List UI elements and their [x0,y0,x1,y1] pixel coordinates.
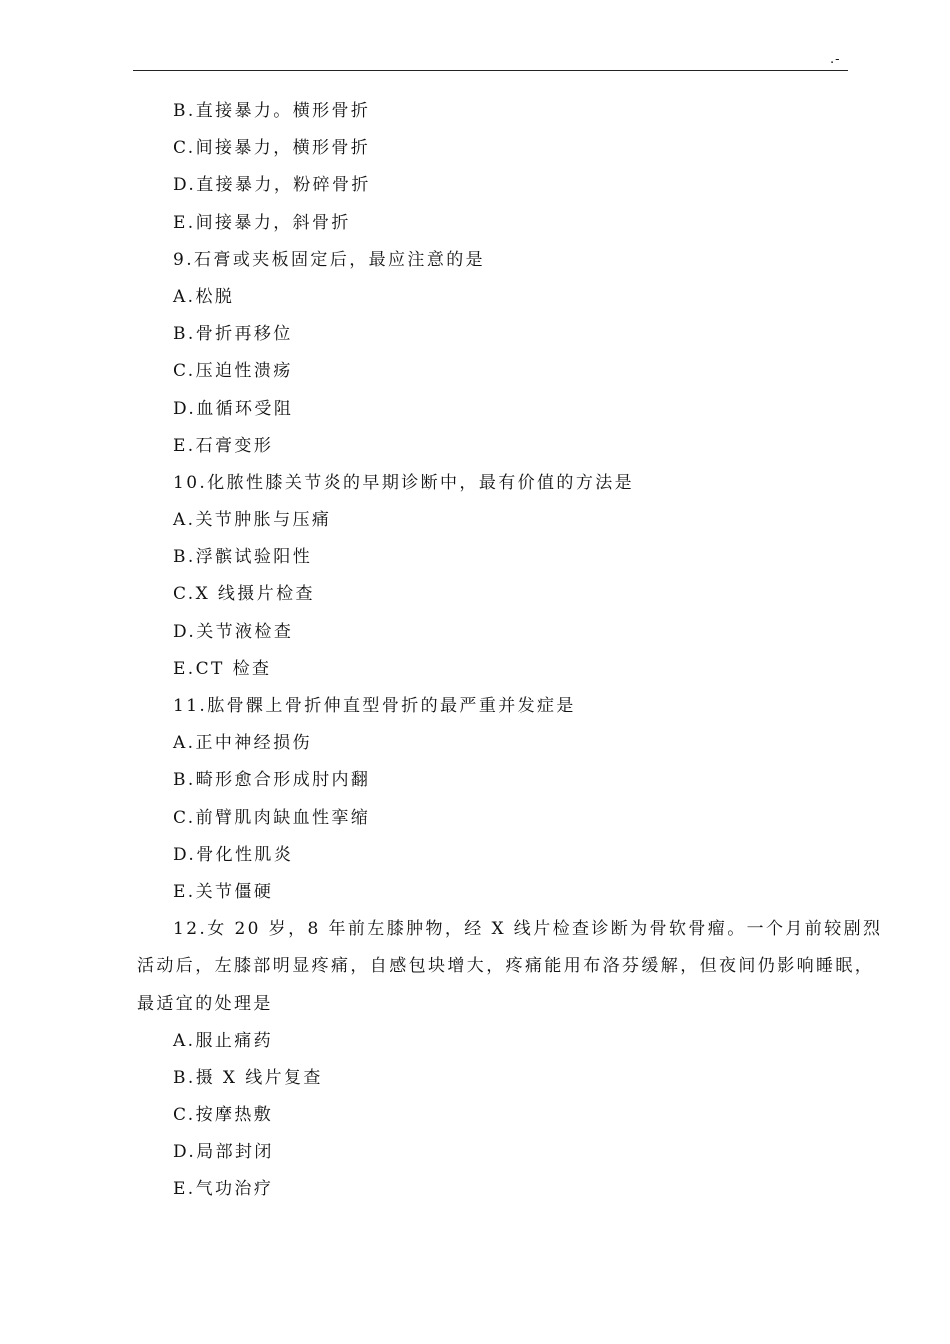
question-content [0,93,950,1209]
question-12-option-b: B.摄 X 线片复查 [173,1067,323,1088]
question-10-option-e: E.CT 检查 [173,658,272,679]
question-11-option-a: A.正中神经损伤 [173,733,312,754]
question-12-option-a: A.服止痛药 [173,1030,274,1051]
option-d-prev: D.直接暴力，粉碎骨折 [173,175,371,196]
question-11-stem: 11.肱骨髁上骨折伸直型骨折的最严重并发症是 [173,696,576,716]
question-9-option-d: D.血循环受阻 [173,398,294,419]
option-c-prev: C.间接暴力，横形骨折 [173,138,371,159]
question-9-option-e: E.石膏变形 [173,435,274,456]
question-10-option-c: C.X 线摄片检查 [173,584,315,605]
question-9-option-c: C.压迫性溃疡 [173,361,293,382]
question-11-option-c: C.前臂肌肉缺血性挛缩 [173,807,371,828]
question-12-option-c: C.按摩热敷 [173,1105,274,1126]
question-12-option-d: D.局部封闭 [173,1142,274,1163]
question-12-option-e: E.气功治疗 [173,1179,274,1200]
question-12-stem-line-2: 活动后，左膝部明显疼痛，自感包块增大，疼痛能用布洛芬缓解，但夜间仍影响睡眠， [137,956,875,977]
question-11-option-e: E.关节僵硬 [173,881,274,902]
option-e-prev: E.间接暴力，斜骨折 [173,212,351,233]
question-12-stem-line-1: 12.女 20 岁，8 年前左膝肿物，经 X 线片检查诊断为骨软骨瘤。一个月前较剧烈 [173,919,883,940]
question-9-stem: 9.石膏或夹板固定后，最应注意的是 [173,249,486,270]
header-mark: .- [830,52,841,67]
question-10-option-b: B.浮髌试验阳性 [173,547,313,568]
question-12-stem-line-3: 最适宜的处理是 [137,993,273,1014]
question-10-option-d: D.关节液检查 [173,621,294,642]
question-11-option-d: D.骨化性肌炎 [173,844,294,865]
question-9-option-b: B.骨折再移位 [173,324,293,345]
header-rule [133,70,848,71]
question-10-option-a: A.关节肿胀与压痛 [173,510,332,531]
question-11-option-b: B.畸形愈合形成肘内翻 [173,770,371,791]
option-b-prev: B.直接暴力。横形骨折 [173,101,371,121]
question-10-stem: 10.化脓性膝关节炎的早期诊断中，最有价值的方法是 [173,472,635,493]
question-9-option-a: A.松脱 [173,286,235,307]
question-12-stem [0,911,883,1023]
